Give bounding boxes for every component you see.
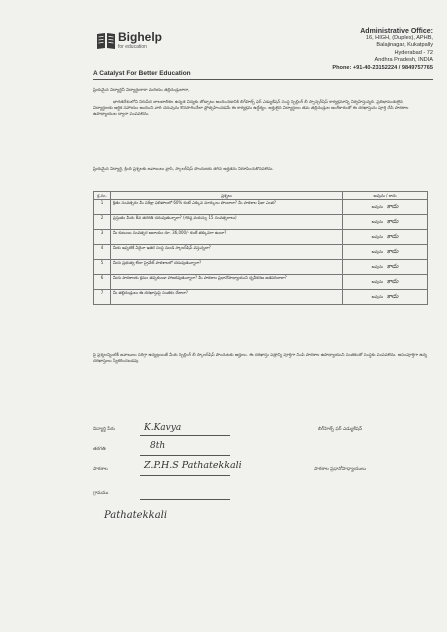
table-row: [94, 215, 428, 230]
row-number: 4: [94, 245, 111, 260]
row-number: 3: [94, 230, 111, 245]
school-value[interactable]: Z.P.H.S Pathatekkali: [144, 460, 242, 471]
brand-subtitle: for education: [118, 44, 147, 50]
question-text: మీ కుటుంబ సంవత్సర ఆదాయం రూ. 36,000/- కంటే తక్కువగా ఉందా?: [111, 230, 343, 245]
answer-mark: కాదు: [386, 203, 399, 210]
letter-paragraph: భారతదేశంలోని నిరుపేద బాలబాలికల ఉన్నత విద్యకు తోడ్పాటు అందించడానికి బిగ్‌హెల్ప్ ఫర్ ఎడ్యుకేషన్ సంస్థ స్పెల్లింగ్ బీ స్పాన్సర్‌షిప్ కార్యక్రమాన్ని నిర్వహిస్తున్నది. ప్రతిభావంతులైన విద్యార్థులకు ఆర్థిక సహాయం అందించి వారి చదువును కొనసాగించేలా ప్రోత్సహించడమే ఈ కార్యక్రమ ఉద్దేశ్యం. అర్హులైన విద్యార్థులు తమ తల్లిదండ్రుల అంగీకారంతో ఈ దరఖాస్తును పూర్తి చేసి పాఠశాల ఉపాధ్యాయుల ద్వారా పంపవలెను.: [93, 99, 409, 116]
row-number: 2: [94, 215, 111, 230]
letter-salutation: ప్రియమైన విద్యార్థినీ విద్యార్థులారా మరియు తల్లిదండ్రులారా,: [93, 87, 190, 92]
table-row: [94, 275, 428, 290]
principal-label: పాఠశాల ప్రధానోపాధ్యాయులు: [314, 467, 367, 472]
answer-mark: కాదు: [386, 248, 399, 255]
question-text: మీరు పాఠశాలకు క్రమం తప్పకుండా హాజరవుతున్నారా? మీ పాఠశాల ప్రధానోపాధ్యాయుని ధృవీకరణ జతపరిచారా?: [111, 275, 343, 290]
village-value[interactable]: Pathatekkali: [104, 510, 168, 521]
answer-cell[interactable]: [343, 215, 428, 230]
answer-option: అవును: [371, 234, 384, 239]
answer-cell[interactable]: [343, 275, 428, 290]
question-text: ప్రస్తుతం మీరు 8వ తరగతి చదువుతున్నారా? (గరిష్ఠ వయస్సు 15 సంవత్సరాలు): [111, 215, 343, 230]
school-line: [140, 475, 230, 476]
answer-mark: కాదు: [386, 233, 399, 240]
column-header: అవును / కాదు: [343, 192, 428, 200]
answer-mark: కాదు: [386, 278, 399, 285]
answer-mark: కాదు: [386, 218, 399, 225]
answer-cell[interactable]: [343, 290, 428, 305]
village-label: గ్రామము: [93, 491, 109, 496]
office-line: 16, HIGH, (Duplex), APHB,: [365, 35, 433, 41]
table-header-row: [94, 192, 428, 200]
village-line: [140, 499, 230, 500]
column-header: క్ర.సం.: [94, 192, 111, 200]
brand-name: Bighelp: [118, 30, 162, 44]
brand-tagline: A Catalyst For Better Education: [93, 70, 191, 77]
table-row: [94, 260, 428, 275]
table-row: [94, 230, 428, 245]
class-value[interactable]: 8th: [150, 441, 166, 451]
row-number: 1: [94, 200, 111, 215]
header-divider: [93, 79, 433, 80]
question-text: క్రితం సంవత్సరం మీ పరీక్షా ఫలితాలలో 60% కంటే ఎక్కువ మార్కులు పొందారా? మీ పాఠశాల ఫీజు ఎంత?: [111, 200, 343, 215]
answer-cell[interactable]: [343, 245, 428, 260]
answer-cell[interactable]: [343, 200, 428, 215]
table-row: [94, 245, 428, 260]
question-text: మీ తల్లిదండ్రులు ఈ దరఖాస్తుపై సంతకం చేశారా?: [111, 290, 343, 305]
instructions-note: పై ప్రశ్నలన్నింటికీ జవాబులు సరిగ్గా ఉన్నట్లయితే మీరు స్పెల్లింగ్ బీ స్కాలర్‌షిప్ పొందుటకు అర్హులు. ఈ దరఖాస్తు పత్రాన్ని పూర్తిగా నింపి పాఠశాల ఉపాధ్యాయుని సంతకంతో సంస్థకు పంపవలెను. అసంపూర్తిగా ఉన్న దరఖాస్తులు స్వీకరించబడవు.: [93, 352, 427, 363]
row-number: 7: [94, 290, 111, 305]
questions-table: [93, 191, 428, 305]
row-number: 6: [94, 275, 111, 290]
student-name-line: [140, 435, 230, 436]
column-header: ప్రశ్నలు: [111, 192, 343, 200]
office-address: [332, 28, 433, 71]
student-name-value[interactable]: K.Kavya: [144, 423, 182, 433]
student-name-label: విద్యార్థి పేరు: [93, 427, 115, 432]
open-book-icon: [96, 30, 116, 50]
office-line: Balajinagar, Kukatpally: [376, 42, 433, 49]
table-row: [94, 290, 428, 305]
office-title: Administrative Office:: [360, 28, 433, 35]
answer-option: అవును: [371, 219, 384, 224]
table-row: [94, 200, 428, 215]
answer-option: అవును: [371, 294, 384, 299]
letter-paragraph: ప్రియమైన విద్యార్థి, క్రింది ప్రశ్నలకు జవాబులు వ్రాసి, స్కాలర్‌షిప్ పొందుటకు తగిన అర్హతను నిరూపించుకొనవలెను.: [93, 166, 274, 171]
organization-label: బిగ్‌హెల్ప్ ఫర్ ఎడ్యుకేషన్: [318, 427, 363, 432]
answer-option: అవును: [371, 279, 384, 284]
question-text: మీకు ఇప్పటికే ఏదైనా ఇతర సంస్థ నుండి స్కాలర్‌షిప్ వస్తున్నదా?: [111, 245, 343, 260]
answer-cell[interactable]: [343, 230, 428, 245]
office-line: Hyderabad - 72: [394, 49, 433, 56]
class-line: [140, 455, 230, 456]
school-label: పాఠశాల: [93, 467, 108, 472]
question-text: మీరు ప్రభుత్వ లేదా ప్రైవేట్ పాఠశాలలో చదువుతున్నారా?: [111, 260, 343, 275]
answer-mark: కాదు: [386, 293, 399, 300]
office-phone: Phone: +91-40-23152224 / 9849757765: [332, 64, 433, 71]
answer-option: అవును: [371, 249, 384, 254]
office-line: Andhra Pradesh, INDIA: [374, 57, 433, 64]
answer-option: అవును: [371, 204, 384, 209]
answer-mark: కాదు: [386, 263, 399, 270]
class-label: తరగతి: [93, 447, 106, 452]
answer-cell[interactable]: [343, 260, 428, 275]
answer-option: అవును: [371, 264, 384, 269]
row-number: 5: [94, 260, 111, 275]
